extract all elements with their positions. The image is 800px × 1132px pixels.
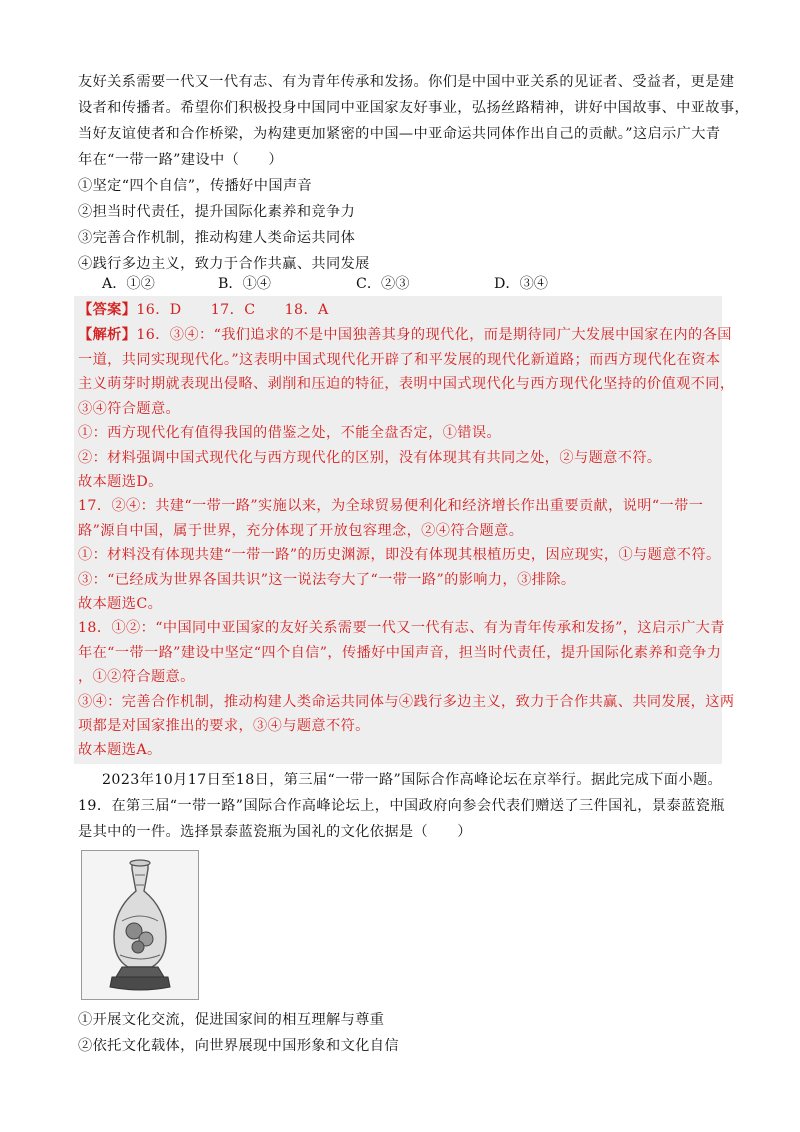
question-19-line: 是其中的一件。选择景泰蓝瓷瓶为国礼的文化依据是（ ） — [78, 824, 472, 840]
intro-line: 友好关系需要一代又一代有志、有为青年传承和发扬。你们是中国中亚关系的见证者、受益者，更是建 — [78, 74, 735, 90]
analysis-line: 项都是对国家推出的要求，③④与题意不符。 — [78, 718, 370, 734]
answer-line — [78, 300, 329, 320]
statement-item: ①开展文化交流，促进国家间的相互理解与尊重 — [78, 1012, 385, 1028]
analysis-line: ①：西方现代化有值得我国的借鉴之处，不能全盘否定，①错误。 — [78, 425, 502, 442]
analysis-line: 主义萌芽时期就表现出侵略、剥削和压迫的特征，表明中国式现代化与西方现代化坚持的价值观不同， — [78, 376, 735, 393]
context-line: 2023年10月17日至18日，第三届“一带一路”国际合作高峰论坛在京举行。据此完成下面小题。 — [102, 772, 723, 788]
analysis-line: ③④符合题意。 — [78, 400, 181, 417]
intro-line: 年在“一带一路”建设中（ ） — [78, 152, 283, 168]
statement-item: ①坚定“四个自信”，传播好中国声音 — [78, 178, 313, 194]
analysis-line: 故本题选D。 — [78, 474, 163, 490]
statement-item: ②担当时代责任，提升国际化素养和竞争力 — [78, 204, 356, 220]
analysis-line: 年在“一带一路”建设中坚定“四个自信”，传播好中国声音，担当时代责任，提升国际化素养和竞争力 — [78, 644, 722, 661]
analysis-line: ，①②符合题意。 — [78, 669, 195, 686]
analysis-line: ③：“已经成为世界各国共识”这一说法夸大了“一带一路”的影响力，③排除。 — [78, 571, 576, 588]
analysis-line: ③④：完善合作机制，推动构建人类命运共同体与④践行多边主义，致力于合作共赢、共同发展，这两 — [78, 693, 735, 710]
analysis-tag: 【解析】 — [78, 327, 137, 343]
analysis-line: 路”源自中国，属于世界，充分体现了开放包容理念，②④符合题意。 — [78, 522, 524, 539]
statement-item: ③完善合作机制，推动构建人类命运共同体 — [78, 230, 356, 246]
analysis-line: 18．①②：“中国同中亚国家的友好关系需要一代又一代有志、有为青年传承和发扬”，这启示广大青 — [78, 620, 725, 637]
answer-tag: 【答案】 — [78, 302, 137, 318]
statement-item: ②依托文化载体，向世界展现中国形象和文化自信 — [78, 1038, 399, 1054]
intro-line: 当好友谊使者和合作桥梁，为构建更加紧密的中国—中亚命运共同体作出自己的贡献。”这启示广大青 — [78, 126, 721, 142]
question-19-line: 19．在第三届“一带一路”国际合作高峰论坛上，中国政府向参会代表们赠送了三件国礼，景泰蓝瓷瓶 — [78, 798, 725, 814]
analysis-line: ②：材料强调中国式现代化与西方现代化的区别，没有体现其有共同之处，②与题意不符。 — [78, 449, 662, 466]
cloisonne-vase-image — [81, 850, 199, 1000]
analysis-line: ①：材料没有体现共建“一带一路”的历史渊源，即没有体现其根植历史，因应现实，①与题意不符。 — [78, 547, 721, 564]
option-a: A．①② — [102, 276, 155, 292]
option-c: C．②③ — [356, 276, 410, 292]
option-b: B．①④ — [218, 276, 271, 292]
analysis-text: 16．③④：“我们追求的不是中国独善其身的现代化，而是期待同广大发展中国家在内的各国 — [136, 327, 732, 343]
answer-text: 16．D 17．C 18．A — [136, 302, 329, 318]
vase-illustration — [82, 851, 198, 999]
intro-line: 设者和传播者。希望你们积极投身中国同中亚国家友好事业，弘扬丝路精神，讲好中国故事、中亚故事， — [78, 100, 750, 116]
analysis-line: 一道，共同实现现代化。”这表明中国式现代化开辟了和平发展的现代化新道路；而西方现代化在资本 — [78, 352, 721, 368]
statement-item: ④践行多边主义，致力于合作共赢、共同发展 — [78, 256, 370, 272]
analysis-line: 17．②④：共建“一带一路”实施以来，为全球贸易便利化和经济增长作出重要贡献，说明“一带一 — [78, 498, 704, 515]
option-d: D．③④ — [494, 276, 548, 292]
analysis-line — [78, 325, 732, 345]
analysis-line: 故本题选A。 — [78, 742, 162, 759]
analysis-line: 故本题选C。 — [78, 596, 163, 612]
